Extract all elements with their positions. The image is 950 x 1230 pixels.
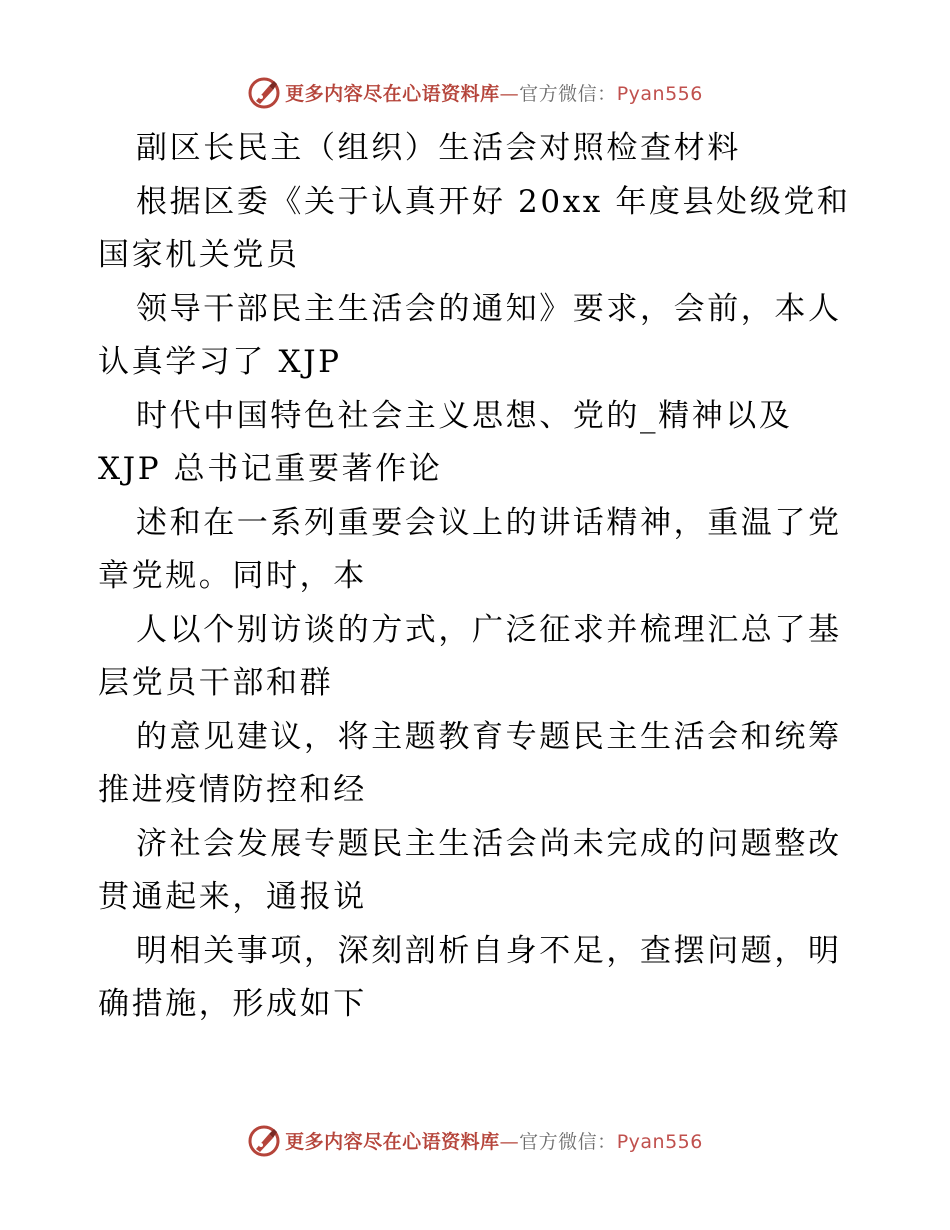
text-line: 济社会发展专题民主生活会尚未完成的问题整改: [136, 825, 842, 862]
text-line: 层党员干部和群: [98, 665, 334, 701]
text-line: 领导干部民主生活会的通知》要求，会前，本人: [136, 290, 842, 327]
text-line: 认真学习了 XJP: [98, 344, 342, 380]
banner-dash: —: [499, 1130, 520, 1153]
banner-wechat-id: Pyan556: [616, 82, 703, 105]
banner-wechat-label: 官方微信：: [519, 1130, 617, 1153]
text-line: 述和在一系列重要会议上的讲话精神，重温了党: [136, 504, 842, 541]
text-line: 国家机关党员: [98, 237, 300, 273]
banner-wechat-label: 官方微信：: [519, 82, 617, 105]
pen-logo-icon: [247, 75, 281, 109]
banner-main-text: 更多内容尽在心语资料库: [285, 1130, 500, 1153]
text-line: 章党规。同时，本: [98, 558, 367, 594]
text-line: 推进疫情防控和经: [98, 772, 367, 808]
text-line: 明相关事项，深刻剖析自身不足，查摆问题，明: [136, 932, 842, 969]
banner-text: [285, 79, 703, 106]
text-line: 的意见建议，将主题教育专题民主生活会和统筹: [136, 718, 842, 755]
text-line: XJP 总书记重要著作论: [98, 451, 443, 487]
document-body: [98, 122, 858, 1032]
text-line: 贯通起来，通报说: [98, 879, 367, 915]
header-banner: [0, 72, 950, 112]
banner-wechat-id: Pyan556: [616, 1130, 703, 1153]
footer-banner: [0, 1120, 950, 1160]
text-line: 确措施，形成如下: [98, 986, 367, 1022]
banner-text: [285, 1127, 703, 1154]
banner-dash: —: [499, 82, 520, 105]
text-line: 副区长民主（组织）生活会对照检查材料: [136, 130, 741, 166]
text-line: 人以个别访谈的方式，广泛征求并梳理汇总了基: [136, 611, 842, 648]
banner-main-text: 更多内容尽在心语资料库: [285, 82, 500, 105]
pen-logo-icon: [247, 1123, 281, 1157]
text-line: 时代中国特色社会主义思想、党的_精神以及: [136, 397, 793, 434]
text-line: 根据区委《关于认真开好 20xx 年度县处级党和: [136, 183, 851, 220]
